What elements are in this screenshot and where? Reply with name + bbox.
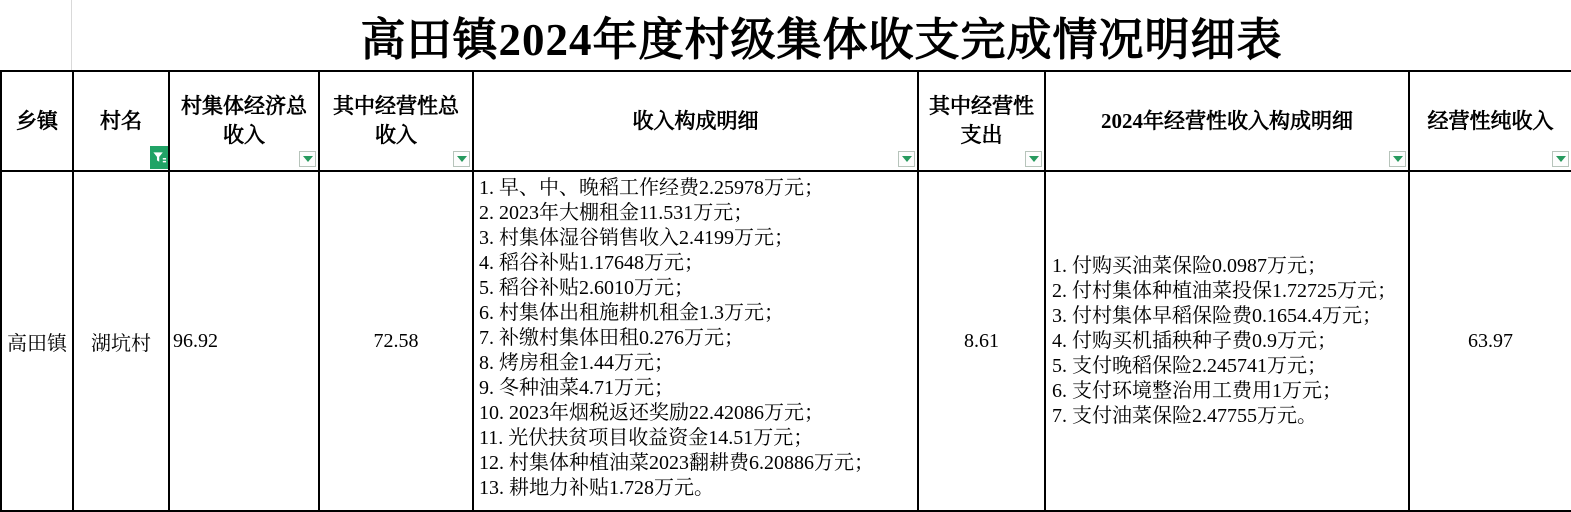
cell-village-name[interactable] bbox=[74, 172, 170, 512]
dropdown-arrow-filter-icon[interactable] bbox=[898, 151, 915, 167]
income-detail-line: 7. 补缴村集体田租0.276万元； bbox=[479, 327, 744, 349]
operating-income-detail-line: 5. 支付晚稻保险2.245741万元； bbox=[1052, 354, 1327, 377]
dropdown-arrow-filter-icon[interactable] bbox=[299, 151, 316, 167]
operating-income-detail-line: 7. 支付油菜保险2.47755万元。 bbox=[1052, 404, 1317, 427]
header-village-name[interactable] bbox=[74, 72, 170, 172]
income-detail-line: 3. 村集体湿谷销售收入2.4199万元； bbox=[479, 227, 794, 249]
title-corner-cell[interactable] bbox=[0, 0, 72, 70]
header-label: 其中经营性总收入 bbox=[333, 94, 459, 147]
income-detail-line: 10. 2023年烟税返还奖励22.42086万元； bbox=[479, 402, 824, 424]
header-township[interactable] bbox=[2, 72, 74, 172]
operating-expense-value: 8.61 bbox=[964, 329, 999, 352]
operating-income-value: 72.58 bbox=[373, 329, 419, 352]
dropdown-arrow-filter-icon[interactable] bbox=[1552, 151, 1569, 167]
cell-operating-total-income[interactable] bbox=[320, 172, 474, 512]
income-detail-line: 8. 烤房租金1.44万元； bbox=[479, 352, 674, 374]
header-net-operating-income[interactable] bbox=[1410, 72, 1571, 172]
income-detail-line: 11. 光伏扶贫项目收益资金14.51万元； bbox=[479, 427, 814, 449]
income-detail-line: 13. 耕地力补贴1.728万元。 bbox=[479, 477, 714, 499]
income-detail-line: 5. 稻谷补贴2.6010万元； bbox=[479, 277, 694, 299]
cell-income-details[interactable] bbox=[474, 172, 919, 512]
dropdown-arrow-filter-icon[interactable] bbox=[453, 151, 470, 167]
income-detail-line: 2. 2023年大棚租金11.531万元； bbox=[479, 202, 754, 224]
header-label: 2024年经营性收入构成明细 bbox=[1101, 108, 1353, 133]
header-operating-expense[interactable] bbox=[919, 72, 1046, 172]
header-total-collective-income[interactable] bbox=[170, 72, 320, 172]
header-operating-total-income[interactable] bbox=[320, 72, 474, 172]
operating-income-detail-line: 6. 支付环境整治用工费用1万元； bbox=[1052, 379, 1342, 402]
header-label: 乡镇 bbox=[16, 108, 58, 133]
cell-operating-expense[interactable] bbox=[919, 172, 1046, 512]
title-row bbox=[0, 0, 1571, 70]
page-title: 高田镇2024年度村级集体收支完成情况明细表 bbox=[360, 14, 1283, 65]
net-operating-income-value: 63.97 bbox=[1468, 329, 1513, 352]
funnel-filter-applied-icon[interactable] bbox=[150, 146, 168, 169]
spreadsheet-table bbox=[0, 70, 1571, 512]
operating-income-detail-line: 3. 付村集体早稻保险费0.1654.4万元； bbox=[1052, 304, 1382, 327]
total-income-value: 96.92 bbox=[173, 329, 218, 352]
operating-income-detail-line: 4. 付购买机插秧种子费0.9万元； bbox=[1052, 329, 1337, 352]
income-detail-line: 1. 早、中、晚稻工作经费2.25978万元； bbox=[479, 177, 824, 199]
cell-2024-operating-income-details[interactable] bbox=[1046, 172, 1410, 512]
header-income-details[interactable] bbox=[474, 72, 919, 172]
income-detail-line: 9. 冬种油菜4.71万元； bbox=[479, 377, 674, 399]
income-detail-line: 12. 村集体种植油菜2023翻耕费6.20886万元； bbox=[479, 452, 874, 474]
header-label: 其中经营性支出 bbox=[929, 94, 1034, 147]
title-cell[interactable] bbox=[72, 0, 1571, 70]
header-label: 收入构成明细 bbox=[632, 108, 759, 133]
village-value: 湖坑村 bbox=[91, 332, 151, 355]
header-label: 村集体经济总收入 bbox=[181, 94, 307, 147]
dropdown-arrow-filter-icon[interactable] bbox=[1389, 151, 1406, 167]
operating-income-detail-line: 2. 付村集体种植油菜投保1.72725万元； bbox=[1052, 279, 1397, 302]
dropdown-arrow-filter-icon[interactable] bbox=[1025, 151, 1042, 167]
township-value: 高田镇 bbox=[7, 332, 67, 355]
income-detail-line: 4. 稻谷补贴1.17648万元； bbox=[479, 252, 704, 274]
header-2024-operating-income-details[interactable] bbox=[1046, 72, 1410, 172]
cell-township[interactable] bbox=[2, 172, 74, 512]
header-label: 经营性纯收入 bbox=[1427, 108, 1554, 133]
operating-income-detail-line: 1. 付购买油菜保险0.0987万元； bbox=[1052, 254, 1327, 277]
income-detail-line: 6. 村集体出租施耕机租金1.3万元； bbox=[479, 302, 784, 324]
funnel-glyph bbox=[152, 150, 167, 165]
header-label: 村名 bbox=[100, 108, 142, 133]
cell-total-collective-income[interactable] bbox=[170, 172, 320, 512]
cell-net-operating-income[interactable] bbox=[1410, 172, 1571, 512]
